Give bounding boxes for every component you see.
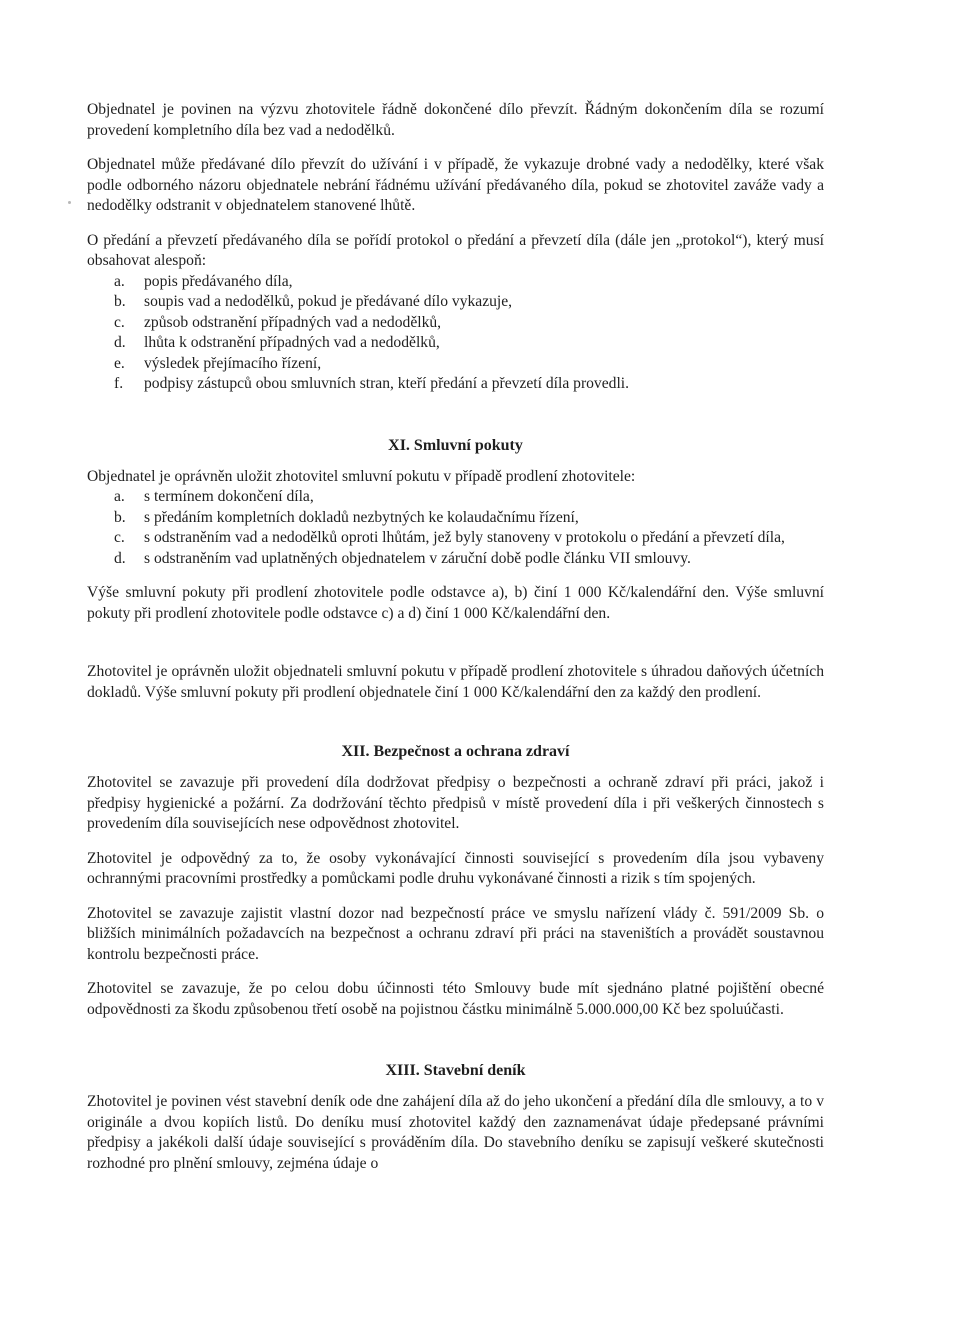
list-item: c. způsob odstranění případných vad a nedodělků, bbox=[114, 313, 442, 331]
paragraph-acceptance: Objednatel je povinen na výzvu zhotovitele řádně dokončené dílo převzít. Řádným dokončením díla se rozumí provedení kompletního díla bez vad a nedodělků. bbox=[87, 101, 824, 139]
paragraph-contractor-penalty: Zhotovitel je oprávněn uložit objednateli smluvní pokutu v případě prodlení zhotovitele s úhradou daňových účetních dokladů. Výše smluvní pokuty při prodlení objednatele činí 1 000 Kč/kalendářní den za každý den prodlení. bbox=[87, 663, 824, 701]
section-heading-xi: XI. Smluvní pokuty bbox=[388, 436, 523, 454]
paragraph-safety-rules: Zhotovitel se zavazuje při provedení díla dodržovat předpisy o bezpečnosti a ochraně zdraví při práci, jakož i předpisy hygienické a požární. Za dodržování těchto předpisů v místě provedení díla i při veškerých činnostech s provedením díla souvisejících nese odpovědnost zhotovitel. bbox=[87, 774, 824, 832]
paragraph-protective-equipment: Zhotovitel je odpovědný za to, že osoby vykonávající činnosti související s provedením díla jsou vybaveny ochrannými pracovními prostředky a pomůckami podle druhu vykonávané činnosti a rizik s tím spojených. bbox=[87, 849, 824, 887]
section-heading-xiii: XIII. Stavební deník bbox=[385, 1062, 526, 1079]
paragraph-insurance: Zhotovitel se zavazuje, že po celou dobu účinnosti této Smlouvy bude mít sjednáno platné pojištění obecné odpovědnosti za škodu způsobenou třetí osobě na pojistnou částku minimálně 5.000.000,00 Kč bez spoluúčasti. bbox=[87, 980, 824, 1018]
paragraph-site-diary: Zhotovitel je povinen vést stavební deník ode dne zahájení díla až do jeho ukončení a předání díla dle smlouvy, a to v originále a dvou kopiích listů. Do deníku musí zhotovitel každý den zaznamenávat údaje předepsané právními předpisy a jakékoli další údaje související s prováděním díla. Do stavebního deníku se zapisují veškeré skutečnosti rozhodné pro plnění smlouvy, zejména údaje o bbox=[87, 1093, 824, 1172]
paragraph-partial-acceptance: Objednatel může předávané dílo převzít do užívání i v případě, že vykazuje drobné vady a nedodělky, které však podle odborného názoru objednatele nebrání řádnému užívání předávaného díla, pokud se zhotovitel zaváže vady a nedodělky odstranit v objednatelem stanovené lhůtě. bbox=[87, 156, 824, 214]
list-item: b. s předáním kompletních dokladů nezbytných ke kolaudačnímu řízení, bbox=[114, 508, 579, 526]
section-heading-xii: XII. Bezpečnost a ochrana zdraví bbox=[341, 743, 570, 760]
list-item: b. soupis vad a nedodělků, pokud je předávané dílo vykazuje, bbox=[114, 293, 513, 310]
paragraph-penalty-amount: Výše smluvní pokuty při prodlení zhotovitele podle odstavce a), b) činí 1 000 Kč/kalendářní den. Výše smluvní pokuty při prodlení zhotovitele podle odstavce c) a d) činí 1 000 Kč/kalendářní den. bbox=[87, 584, 824, 622]
scan-speck bbox=[68, 201, 71, 204]
paragraph-penalty-intro: Objednatel je oprávněn uložit zhotovitel smluvní pokutu v případě prodlení zhotovitele: bbox=[87, 467, 636, 485]
list-item: a. popis předávaného díla, bbox=[114, 272, 293, 290]
penalty-items-list bbox=[87, 487, 824, 569]
paragraph-safety-supervision: Zhotovitel se zavazuje zajistit vlastní dozor nad bezpečností práce ve smyslu nařízení vlády č. 591/2009 Sb. o bližších minimálních požadavcích na bezpečnost a ochranu zdraví při práci na staveništích a provádět soustavnou kontrolu bezpečnosti práce. bbox=[87, 904, 824, 963]
list-item: a. s termínem dokončení díla, bbox=[114, 488, 314, 505]
list-item: d. lhůta k odstranění případných vad a nedodělků, bbox=[114, 334, 440, 351]
list-item: d. s odstraněním vad uplatněných objednatelem v záruční době podle článku VII smlouvy. bbox=[114, 549, 691, 567]
list-item: f. podpisy zástupců obou smluvních stran, kteří předání a převzetí díla provedli. bbox=[114, 375, 630, 392]
list-item: e. výsledek přejímacího řízení, bbox=[114, 354, 322, 372]
protocol-items-list bbox=[87, 272, 824, 395]
list-item: c. s odstraněním vad a nedodělků oproti lhůtám, jež byly stanoveny v protokolu o předání a převzetí díla, bbox=[114, 529, 785, 546]
paragraph-protocol: O předání a převzetí předávaného díla se pořídí protokol o předání a převzetí díla (dále jen „protokol“), který musí obsahovat alespoň: bbox=[87, 231, 824, 269]
